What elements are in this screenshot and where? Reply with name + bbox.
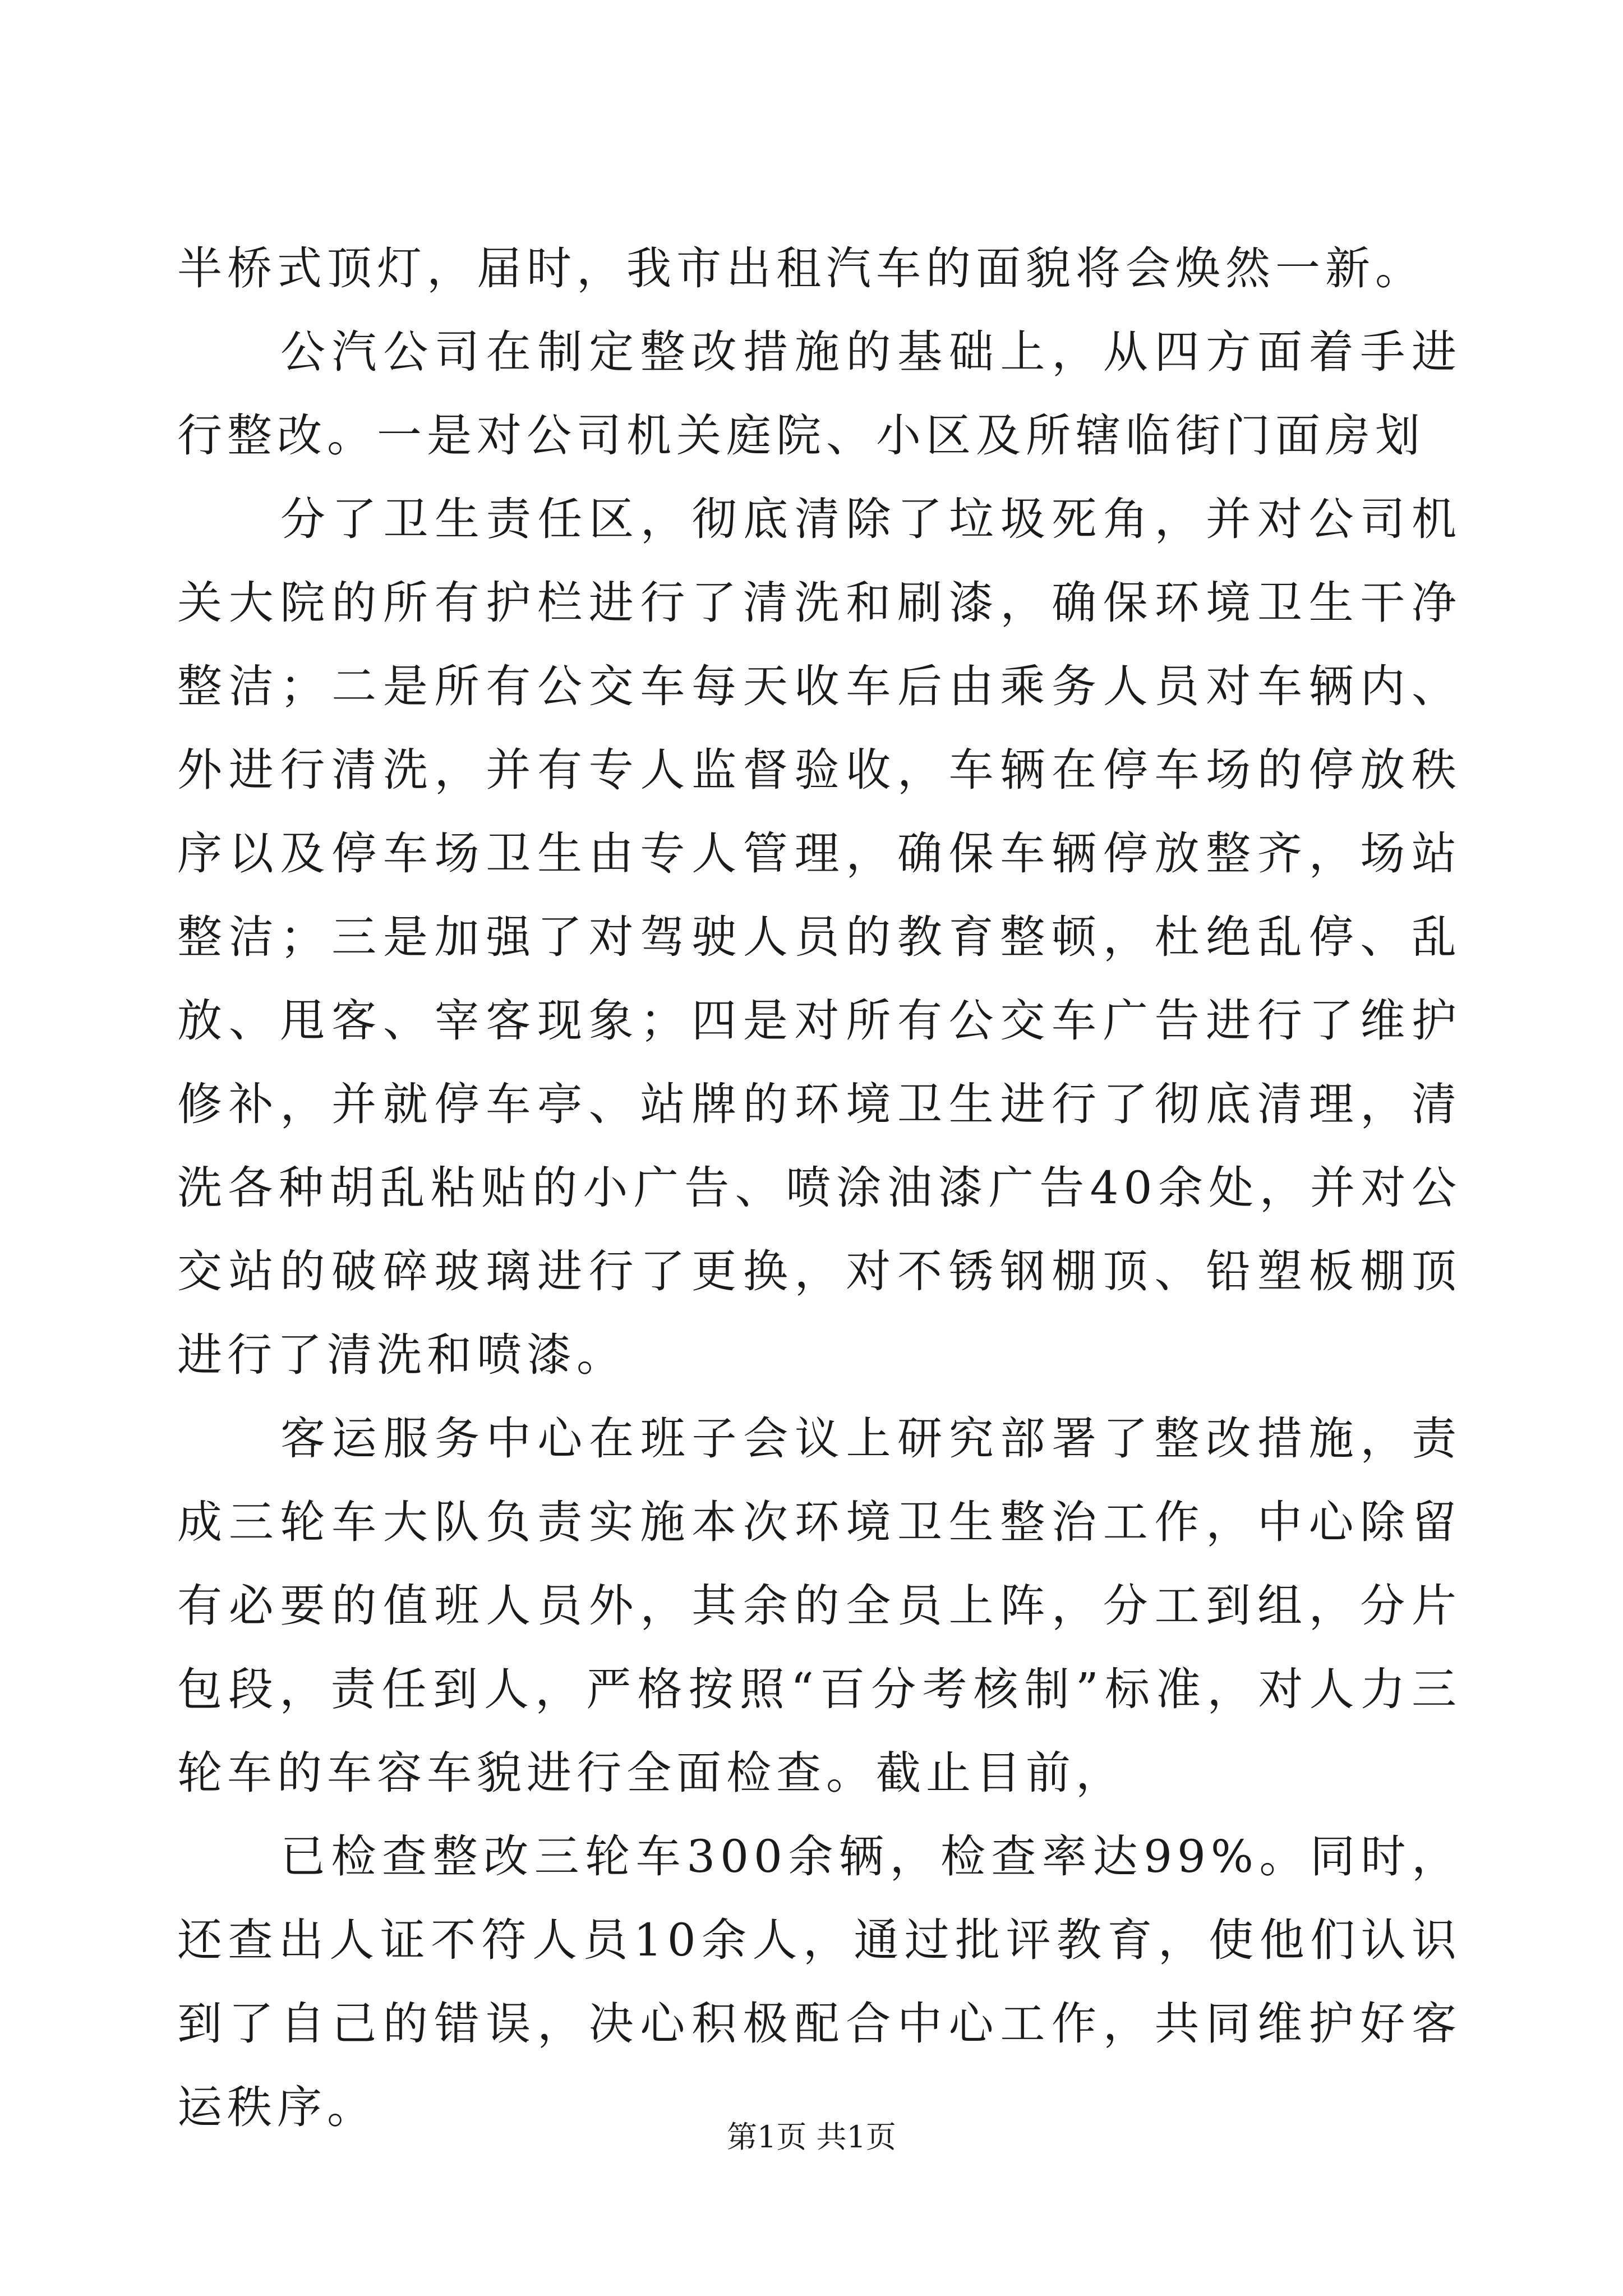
document-body [177,227,1461,2149]
paragraph-passenger-service-center: 客运服务中心在班子会议上研究部署了整改措施，责成三轮车大队负责实施本次环境卫生整治工作，中心除留有必要的值班人员外，其余的全员上阵，分工到组，分片包段，责任到人，严格按照“百分考核制”标准，对人力三轮车的车容车貌进行全面检查。截止目前， [177,1412,1461,1799]
paragraph-bus-company: 公汽公司在制定整改措施的基础上，从四方面着手进行整改。一是对公司机关庭院、小区及所辖临街门面房划 [177,326,1461,462]
paragraph-sanitation-measures: 分了卫生责任区，彻底清除了垃圾死角，并对公司机关大院的所有护栏进行了清洗和刷漆，确保环境卫生干净整洁；二是所有公交车每天收车后由乘务人员对车辆内、外进行清洗，并有专人监督验收，车辆在停车场的停放秩序以及停车场卫生由专人管理，确保车辆停放整齐，场站整洁；三是加强了对驾驶人员的教育整顿，杜绝乱停、乱放、甩客、宰客现象；四是对所有公交车广告进行了维护修补，并就停车亭、站牌的环境卫生进行了彻底清理，清洗各种胡乱粘贴的小广告、喷涂油漆广告40余处，并对公交站的破碎玻璃进行了更换，对不锈钢棚顶、铅塑板棚顶进行了清洗和喷漆。 [177,493,1461,1381]
paragraph-inspection-results: 已检查整改三轮车300余辆，检查率达99%。同时，还查出人证不符人员10余人，通过批评教育，使他们认识到了自己的错误，决心积极配合中心工作，共同维护好客运秩序。 [177,1830,1461,2133]
paragraph-continuation: 半桥式顶灯，届时，我市出租汽车的面貌将会焕然一新。 [177,242,1425,295]
page-number: 第1页 共1页 [727,2119,896,2155]
page-footer [0,2118,1623,2157]
